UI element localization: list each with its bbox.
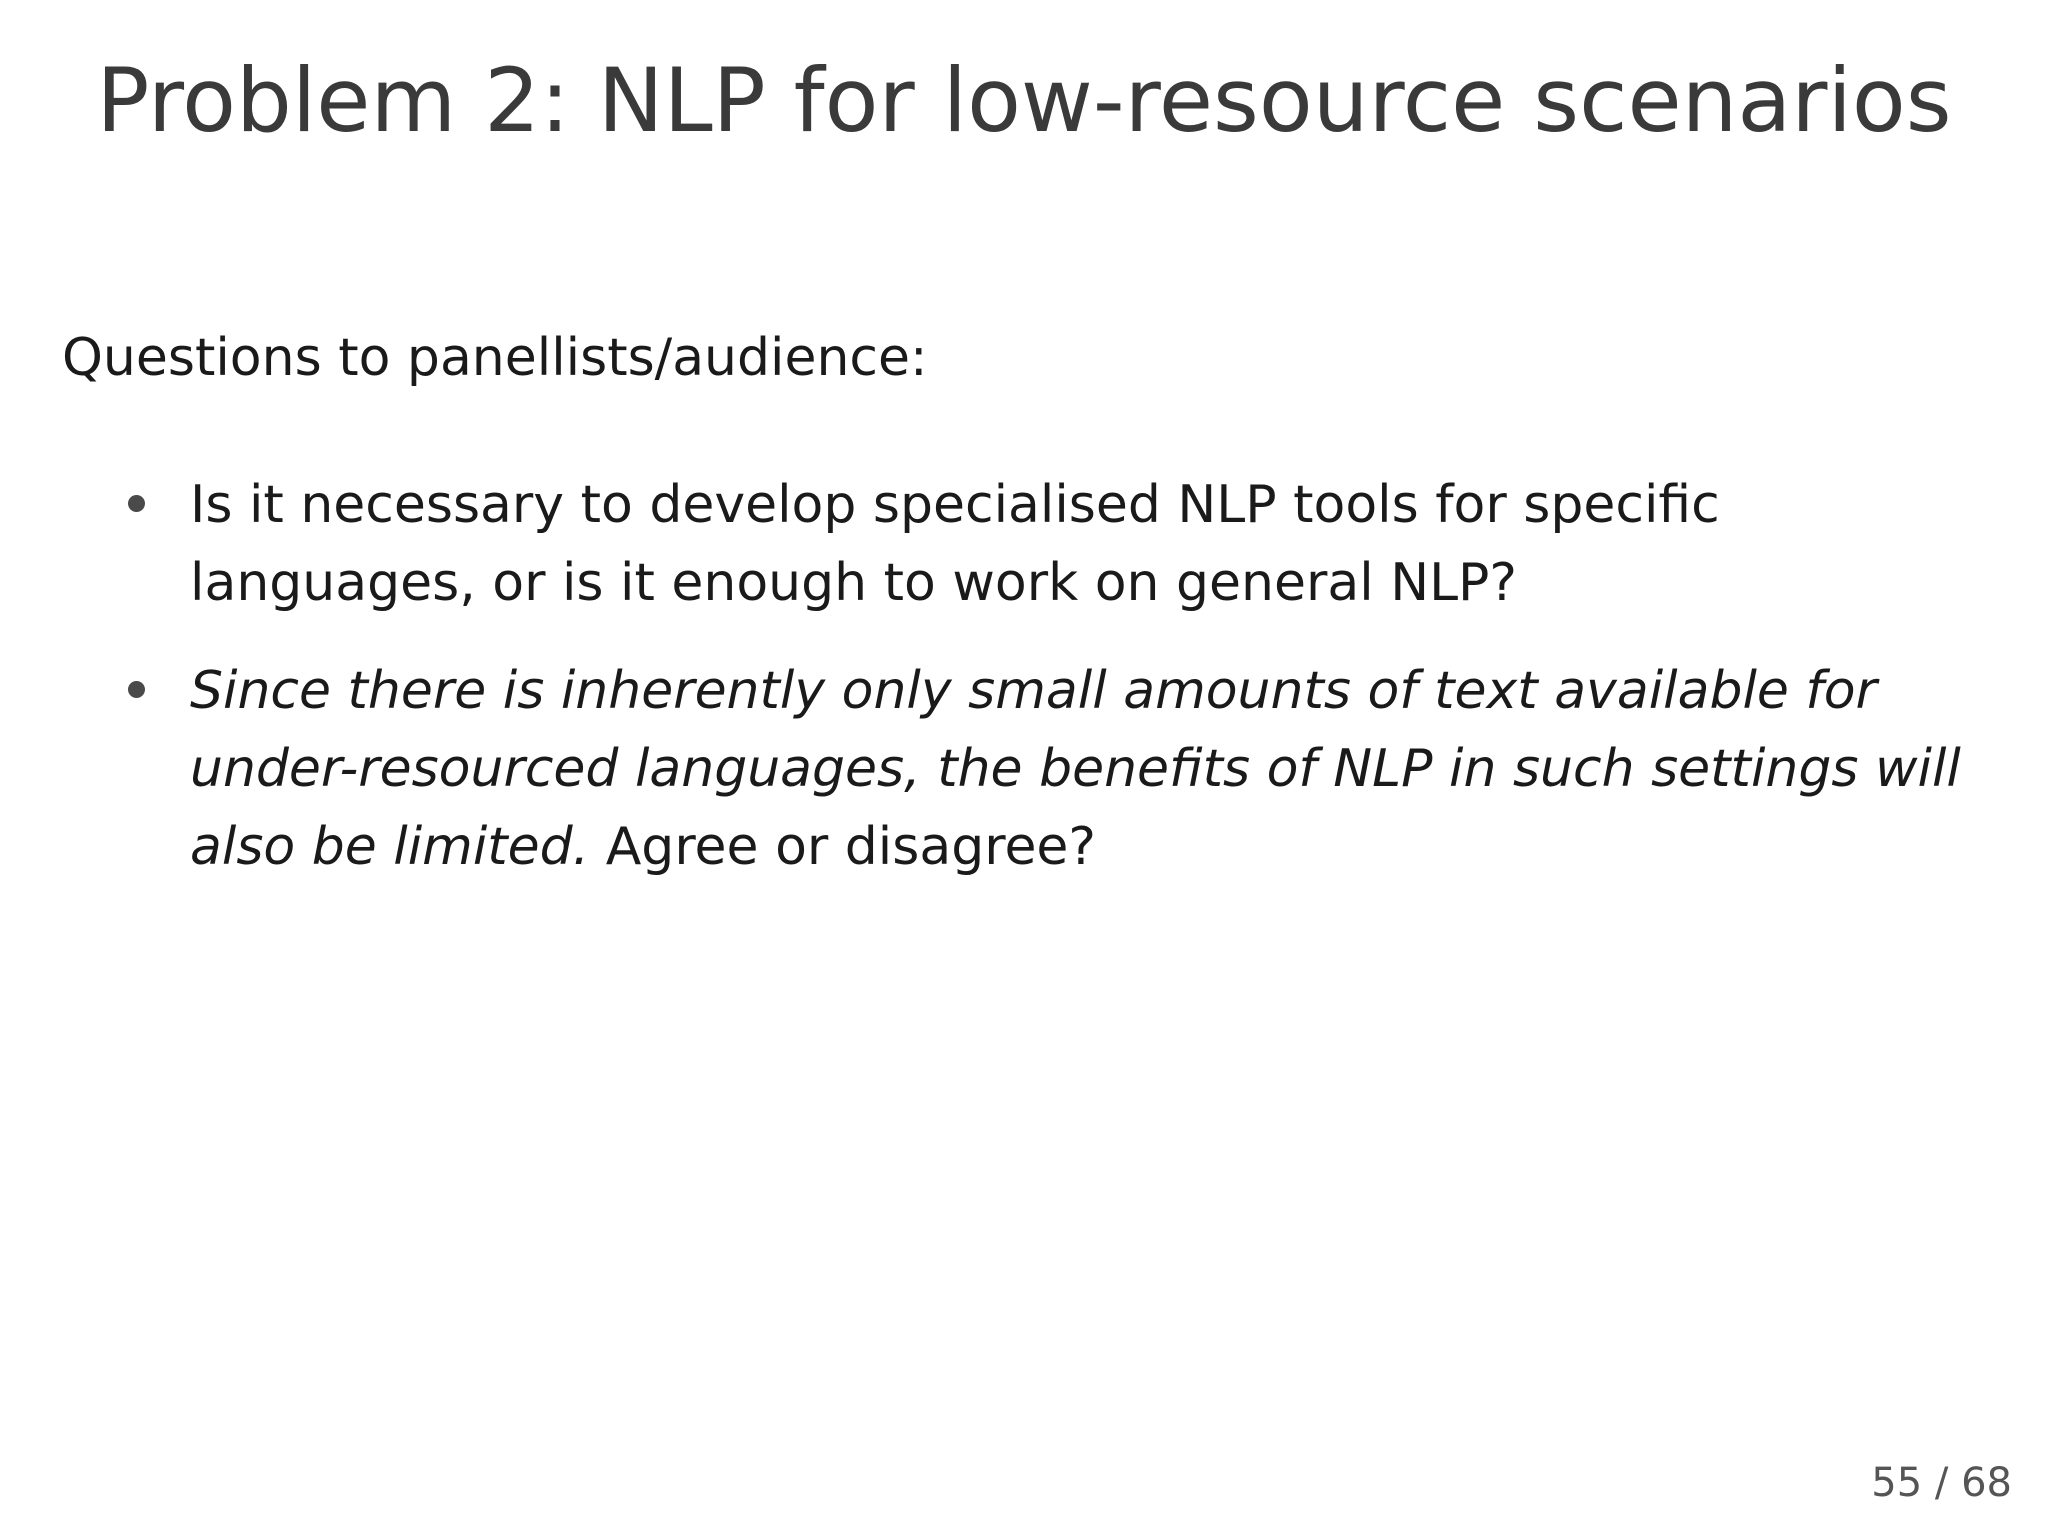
bullet-plain-text: Agree or disagree? [605, 817, 1097, 877]
page-number: 55 / 68 [1871, 1460, 2012, 1506]
bullet-italic-statement: Since there is inherently only small amounts of text available for under-resourced languages, the benefits of NLP in such settings will also be limited. [190, 661, 1961, 877]
intro-text: Questions to panellists/audience: [62, 328, 928, 388]
bullet-item-2 [0, 652, 2048, 886]
bullet-item-1 [0, 466, 2048, 622]
bullet-text [190, 475, 1720, 613]
bullet-plain-text: Is it necessary to develop specialised NLP tools for specific languages, or is it enough to work on general NLP? [190, 475, 1720, 613]
bullet-icon [128, 495, 145, 512]
bullet-icon [128, 681, 145, 698]
bullet-text [190, 661, 1961, 877]
bullet-list [0, 466, 2048, 916]
slide-title: Problem 2: NLP for low-resource scenarios [96, 49, 1952, 152]
